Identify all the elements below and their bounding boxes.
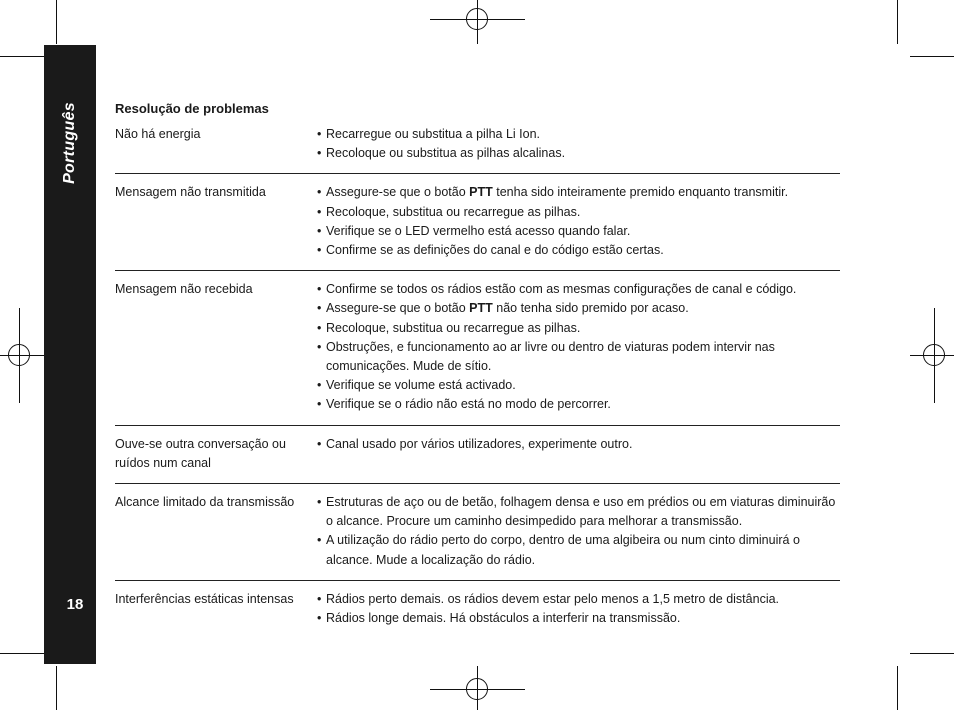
crop-mark (56, 666, 57, 710)
table-row (115, 493, 840, 581)
solution-item: • Assegure-se que o botão PTT tenha sido inteiramente premido enquanto transmitir. (317, 183, 840, 202)
solution-item: • Obstruções, e funcionamento ao ar livre ou dentro de viaturas podem intervir nas comunicações. Mude de sítio. (317, 338, 840, 376)
solution-item: • Recoloque, substitua ou recarregue as pilhas. (317, 203, 840, 222)
crop-mark (910, 56, 954, 57)
solution-item: • Verifique se o rádio não está no modo de percorrer. (317, 395, 840, 414)
solution-item: • Rádios perto demais. os rádios devem estar pelo menos a 1,5 metro de distância. (317, 590, 840, 609)
solution-item: • Assegure-se que o botão PTT não tenha sido premido por acaso. (317, 299, 840, 318)
page-number: 18 (66, 596, 84, 613)
table-row (115, 435, 840, 484)
solution-list (317, 435, 840, 473)
table-row (115, 280, 840, 425)
solution-item: • Estruturas de aço ou de betão, folhagem densa e uso em prédios ou em viaturas diminuirão o alcance. Procure um caminho desimpedido para melhorar a transmissão. (317, 493, 840, 531)
problem-label: Alcance limitado da transmissão (115, 495, 295, 510)
solution-item: • Confirme se as definições do canal e do código estão certas. (317, 241, 840, 260)
problem-label: Mensagem não transmitida (115, 185, 266, 200)
solution-item: • Recarregue ou substitua a pilha Li Ion. (317, 125, 840, 144)
solution-list (317, 183, 840, 260)
solution-item: • Recoloque, substitua ou recarregue as pilhas. (317, 319, 840, 338)
registration-circle (8, 344, 30, 366)
solution-list (317, 590, 840, 628)
button-name-emphasis: PTT (469, 185, 493, 200)
crop-mark (0, 56, 44, 57)
problem-label: Ouve-se outra conversação ou ruídos num canal (115, 436, 286, 470)
solution-item: • Verifique se o LED vermelho está acesso quando falar. (317, 222, 840, 241)
crop-mark (897, 0, 898, 44)
registration-circle (923, 344, 945, 366)
table-row (115, 125, 840, 174)
problem-label: Mensagem não recebida (115, 282, 253, 297)
solution-item: • Recoloque ou substitua as pilhas alcalinas. (317, 144, 840, 163)
solution-item: • Verifique se volume está activado. (317, 376, 840, 395)
solution-list (317, 493, 840, 570)
table-row (115, 590, 840, 638)
crop-mark (910, 653, 954, 654)
problem-label: Interferências estáticas intensas (115, 591, 294, 606)
solution-item: • A utilização do rádio perto do corpo, dentro de uma algibeira ou num cinto diminuirá o alcance. Mude a localização do rádio. (317, 531, 840, 569)
crop-mark (0, 653, 44, 654)
solution-list (317, 280, 840, 414)
sidebar-language-label: Português (61, 102, 78, 184)
table-row (115, 183, 840, 271)
registration-circle (466, 8, 488, 30)
section-title: Resolução de problemas (115, 101, 269, 116)
solution-item: • Canal usado por vários utilizadores, experimente outro. (317, 435, 840, 454)
crop-mark (897, 666, 898, 710)
problem-label: Não há energia (115, 127, 201, 141)
troubleshooting-table (115, 125, 840, 647)
solution-item: • Rádios longe demais. Há obstáculos a interferir na transmissão. (317, 609, 840, 628)
crop-mark (56, 0, 57, 44)
solution-item: • Confirme se todos os rádios estão com as mesmas configurações de canal e código. (317, 280, 840, 299)
solution-list (317, 125, 840, 163)
button-name-emphasis: PTT (469, 301, 493, 316)
registration-circle (466, 678, 488, 700)
